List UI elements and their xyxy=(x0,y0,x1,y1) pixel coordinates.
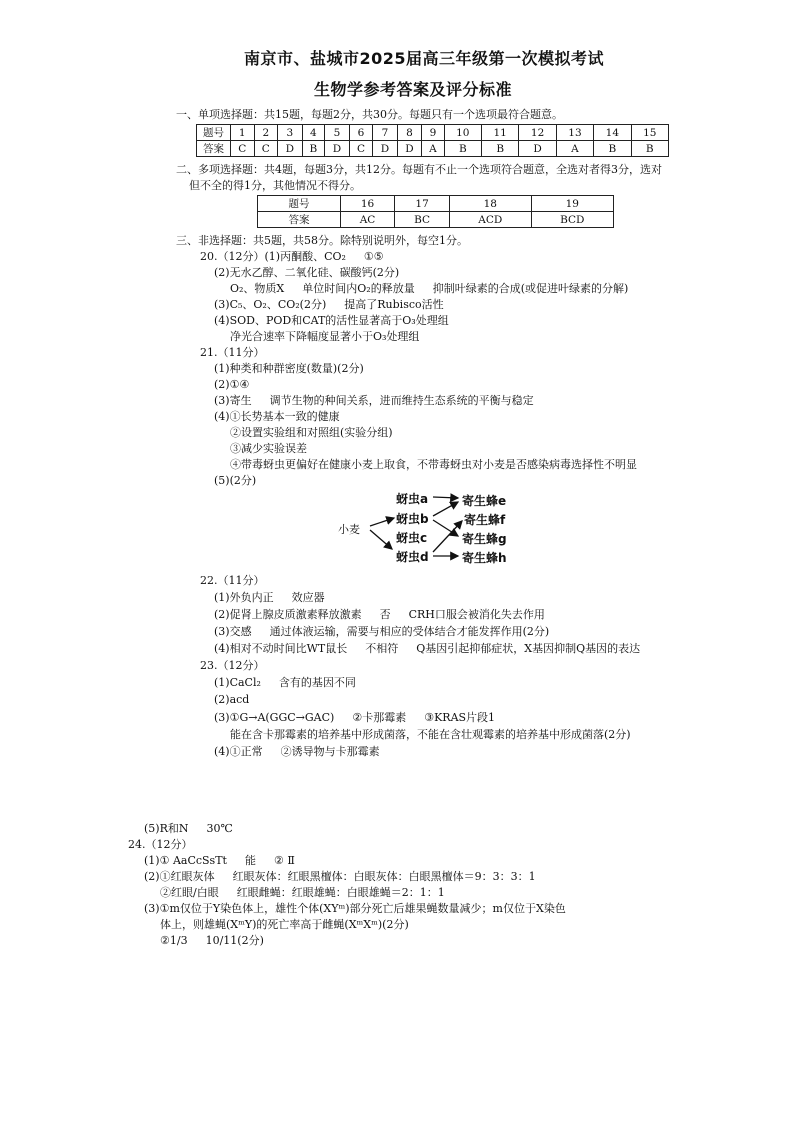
arrow-aphid-b-to-wasp-g xyxy=(433,520,458,536)
q22-line-2: (1)外负内正 效应器 xyxy=(214,591,325,604)
question-cell: 6 xyxy=(349,125,373,141)
wasp-g-node: 寄生蜂g xyxy=(462,532,507,546)
answer-cell: A xyxy=(556,141,593,157)
question-cell: 17 xyxy=(395,196,450,212)
question-cell: 15 xyxy=(631,125,668,141)
q24-line-7: ②1/3 10/11(2分) xyxy=(160,934,264,947)
aphid-c-node: 蚜虫c xyxy=(396,531,428,545)
arrow-wheat-to-aphid-d xyxy=(370,530,392,549)
row-label: 答案 xyxy=(258,212,341,228)
q21-line-5: (4)①长势基本一致的健康 xyxy=(214,410,340,423)
wasp-f-node: 寄生蜂f xyxy=(464,513,506,527)
row-label: 答案 xyxy=(197,141,231,157)
answer-cell: C xyxy=(254,141,278,157)
section2-heading: 二、多项选择题：共4题，每题3分，共12分。每题有不止一个选项符合题意，全选对者得3分，选对 xyxy=(176,163,662,176)
answer-cell: ACD xyxy=(450,212,531,228)
q21-line-4: (3)寄生 调节生物的种间关系，进而维持生态系统的平衡与稳定 xyxy=(214,394,534,407)
question-cell: 16 xyxy=(341,196,395,212)
answer-cell: D xyxy=(519,141,556,157)
question-cell: 11 xyxy=(482,125,519,141)
answer-cell: D xyxy=(373,141,398,157)
page-title: 南京市、盐城市2025届高三年级第一次模拟考试 xyxy=(244,49,605,68)
wasp-e-node: 寄生蜂e xyxy=(462,494,507,508)
question-cell: 5 xyxy=(325,125,350,141)
q20-line-4: (3)C₅、O₂、CO₂(2分) 提高了Rubisco活性 xyxy=(214,298,444,311)
q21-line-1: 21.（11分） xyxy=(200,346,265,359)
q24-line-1: 24.（12分） xyxy=(128,838,193,851)
table-row xyxy=(258,196,614,212)
q21-line-3: (2)①④ xyxy=(214,378,250,391)
q20-line-2: (2)无水乙醇、二氧化硅、碳酸钙(2分) xyxy=(214,266,400,279)
q24-line-4: ②红眼/白眼 红眼雌蝇：红眼雄蝇：白眼雄蝇＝2：1：1 xyxy=(160,886,445,899)
q21-line-8: ④带毒蚜虫更偏好在健康小麦上取食，不带毒蚜虫对小麦是否感染病毒选择性不明显 xyxy=(230,458,637,471)
answer-cell: C xyxy=(231,141,255,157)
q22-line-4: (3)交感 通过体液运输，需要与相应的受体结合才能发挥作用(2分) xyxy=(214,625,550,638)
q23-line-5: 能在含卡那霉素的培养基中形成菌落，不能在含壮观霉素的培养基中形成菌落(2分) xyxy=(230,728,631,741)
q20-line-5: (4)SOD、POD和CAT的活性显著高于O₃处理组 xyxy=(214,314,449,327)
q24-line-5: (3)①m仅位于Y染色体上，雄性个体(XYᵐ)部分死亡后雄果蝇数量减少；m仅位于X染色 xyxy=(144,902,566,915)
row-label: 题号 xyxy=(197,125,231,141)
answer-cell: B xyxy=(302,141,325,157)
multi-choice-answer-table xyxy=(257,195,614,228)
answer-cell: D xyxy=(278,141,303,157)
arrow-aphid-b-to-wasp-e xyxy=(433,502,458,516)
q24-line-3: (2)①红眼灰体 红眼灰体：红眼黑檀体：白眼灰体：白眼黑檀体＝9：3：3：1 xyxy=(144,870,536,883)
table-row xyxy=(258,212,614,228)
answer-cell: B xyxy=(631,141,668,157)
q23-line-6: (4)①正常 ②诱导物与卡那霉素 xyxy=(214,745,380,758)
arrow-aphid-d-to-wasp-f xyxy=(433,521,462,552)
q21-line-9: (5)(2分) xyxy=(214,474,257,487)
question-cell: 4 xyxy=(302,125,325,141)
answer-cell: B xyxy=(444,141,481,157)
question-cell: 18 xyxy=(450,196,531,212)
page-subtitle: 生物学参考答案及评分标准 xyxy=(314,80,513,99)
question-cell: 2 xyxy=(254,125,278,141)
q22-line-3: (2)促肾上腺皮质激素释放激素 否 CRH口服会被消化失去作用 xyxy=(214,608,545,621)
single-choice-answer-table xyxy=(196,124,669,157)
section2-heading-cont: 但不全的得1分，其他情况不得分。 xyxy=(189,179,361,192)
q24-line-6: 体上，则雄蝇(XᵐY)的死亡率高于雌蝇(XᵐXᵐ)(2分) xyxy=(160,918,409,931)
question-cell: 10 xyxy=(444,125,481,141)
answer-cell: BCD xyxy=(531,212,613,228)
table-row xyxy=(197,125,669,141)
wasp-h-node: 寄生蜂h xyxy=(462,551,507,565)
q22-line-1: 22.（11分） xyxy=(200,574,265,587)
answer-cell: AC xyxy=(341,212,395,228)
q21-line-7: ③减少实验误差 xyxy=(230,442,307,455)
answer-cell: B xyxy=(482,141,519,157)
aphid-b-node: 蚜虫b xyxy=(396,512,429,526)
q23-line-3: (2)acd xyxy=(214,693,250,706)
row-label: 题号 xyxy=(258,196,341,212)
question-cell: 13 xyxy=(556,125,593,141)
wheat-node: 小麦 xyxy=(338,523,360,536)
section1-heading: 一、单项选择题：共15题，每题2分，共30分。每题只有一个选项最符合题意。 xyxy=(176,108,563,121)
section3-heading: 三、非选择题：共5题，共58分。除特别说明外，每空1分。 xyxy=(176,234,468,247)
q23-line-2: (1)CaCl₂ 含有的基因不同 xyxy=(214,676,356,689)
answer-cell: C xyxy=(349,141,373,157)
question-cell: 8 xyxy=(397,125,422,141)
answer-cell: A xyxy=(422,141,444,157)
q24-line-2: (1)① AaCcSsTt 能 ② Ⅱ xyxy=(144,854,295,867)
question-cell: 1 xyxy=(231,125,255,141)
q21-line-6: ②设置实验组和对照组(实验分组) xyxy=(230,426,393,439)
q22-line-5: (4)相对不动时间比WT鼠长 不相符 Q基因引起抑郁症状，X基因抑制Q基因的表达 xyxy=(214,642,641,655)
arrow-wheat-to-aphid-b xyxy=(370,518,394,526)
q23-line-1: 23.（12分） xyxy=(200,659,265,672)
question-cell: 9 xyxy=(422,125,444,141)
q20-line-1: 20.（12分）(1)丙酮酸、CO₂ ①⑤ xyxy=(200,250,384,263)
q20-line-6: 净光合速率下降幅度显著小于O₃处理组 xyxy=(230,330,420,343)
question-cell: 7 xyxy=(373,125,398,141)
answer-cell: D xyxy=(397,141,422,157)
arrow-aphid-a-to-wasp-e xyxy=(433,497,458,498)
aphid-d-node: 蚜虫d xyxy=(396,550,429,564)
question-cell: 12 xyxy=(519,125,556,141)
q23-line-7: (5)R和N 30℃ xyxy=(144,822,233,835)
q20-line-3: O₂、物质X 单位时间内O₂的释放量 抑制叶绿素的合成(或促进叶绿素的分解) xyxy=(230,282,629,295)
table-row xyxy=(197,141,669,157)
question-cell: 19 xyxy=(531,196,613,212)
answer-cell: BC xyxy=(395,212,450,228)
question-cell: 3 xyxy=(278,125,303,141)
q21-line-2: (1)种类和种群密度(数量)(2分) xyxy=(214,362,364,375)
q23-line-4: (3)①G→A(GGC→GAC) ②卡那霉素 ③KRAS片段1 xyxy=(214,711,496,724)
aphid-a-node: 蚜虫a xyxy=(396,492,429,506)
answer-cell: B xyxy=(594,141,631,157)
answer-cell: D xyxy=(325,141,350,157)
question-cell: 14 xyxy=(594,125,631,141)
